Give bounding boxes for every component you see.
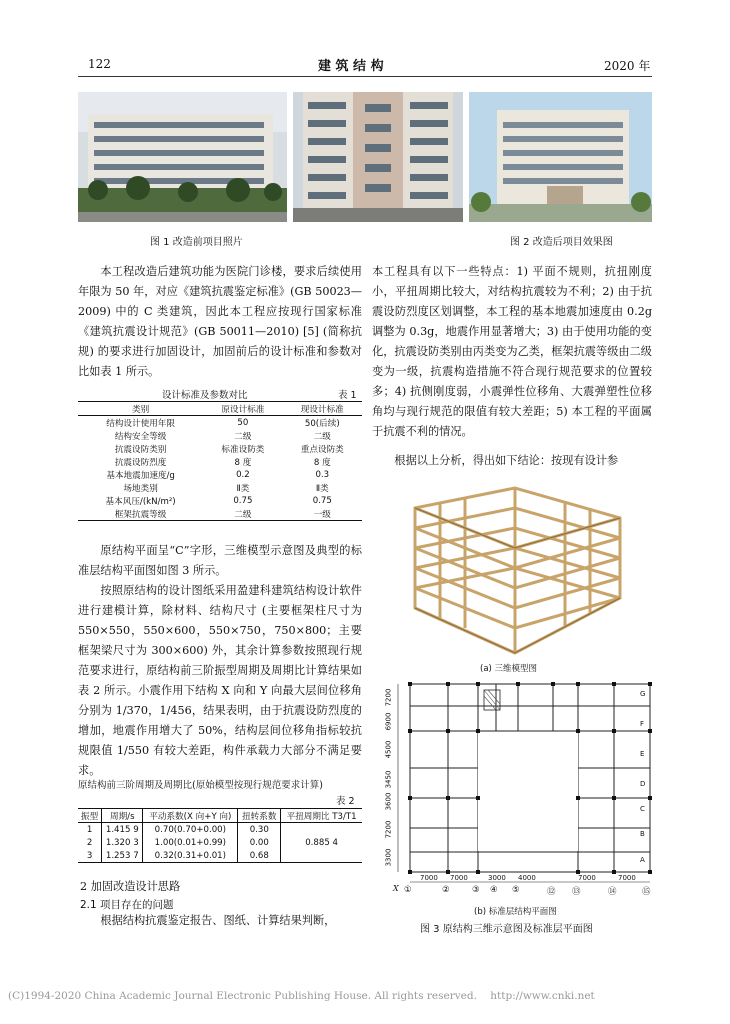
table-1-header: 现设计标准 bbox=[300, 404, 344, 415]
table-row: 抗震设防类别 标准设防类 重点设防类 bbox=[114, 444, 344, 455]
right-paragraph-1: 本工程具有以下一些特点：1) 平面不规则，抗扭刚度小，平扭周期比较大，对结构抗震较为不利；2) 由于抗震设防烈度区划调整，本工程的基本地震加速度由 0.2g 调整为 0.3g，地震作用显著增大；3) 由于使用功能的变化，抗震设防类别由丙类变为乙类，框架抗震等级由二级变为一级，抗震构造措施不符合现行规范要求的位置较多；4) 抗侧刚度弱，小震弹性位移角、大震弹塑性位移角均与现行规范的限值有较大差距；5) 本工程的平面属于抗震不利的情况。 bbox=[372, 265, 652, 438]
plan-y-dim: 3300 bbox=[384, 848, 393, 867]
plan-axis-label: ① bbox=[404, 885, 412, 895]
plan-y-dim: 4500 bbox=[384, 740, 393, 759]
plan-axis-label: ⑬ bbox=[572, 887, 581, 897]
photo-before-1 bbox=[78, 92, 287, 222]
left-paragraph-3: 按照原结构的设计图纸采用盈建科建筑结构设计软件进行建模计算，除材料、结构尺寸 (主要框架柱尺寸为 550×550，550×600，550×750，750×800；主要框架梁尺寸为 300×600) 外，其余计算参数按照现行规范要求进行，原结构前三阶振型周期及周期比计算结果如表 2 所示。小震作用下结构 X 向和 Y 向最大层间位移角分别为 1/370，1/456，结果表明，由于抗震设防烈度的增加，地震作用增大了 50%，结构层间位移角指标较抗规限值 1/550 有较大差距，构件承载力大部分不满足要求。 bbox=[78, 584, 362, 777]
table-row: 2 1.320 3 1.00(0.01+0.99) 0.00 bbox=[78, 836, 362, 849]
table-row: 1 1.415 9 0.70(0.70+0.00) 0.30 0.885 4 bbox=[78, 823, 362, 837]
photo-after-render bbox=[469, 92, 652, 222]
table-1-label: 表 1 bbox=[338, 390, 357, 401]
plan-axis-label: ⑫ bbox=[547, 887, 556, 897]
table-1-header: 类别 bbox=[132, 404, 150, 415]
plan-x-dim: 7000 bbox=[450, 874, 468, 882]
plan-x-dim: 4000 bbox=[518, 874, 536, 882]
figure-2-caption: 图 2 改造后项目效果图 bbox=[510, 237, 613, 248]
table-1-header: 原设计标准 bbox=[221, 404, 265, 415]
table-row: 3 1.253 7 0.32(0.31+0.01) 0.68 bbox=[78, 849, 362, 863]
plan-y-dim: 6900 bbox=[384, 712, 393, 731]
table-2-header: 扭转系数 bbox=[238, 809, 281, 823]
right-paragraph-2: 根据以上分析，得出如下结论：按现有设计参 bbox=[394, 454, 619, 467]
table-2-header: 平动系数(X 向+Y 向) bbox=[143, 809, 238, 823]
left-paragraph-1: 本工程改造后建筑功能为医院门诊楼，要求后续使用年限为 50 年，对应《建筑抗震鉴定标准》(GB 50023—2009) 中的 C 类建筑，因此本工程应按现行国家标准《建筑抗震设计规范》(GB 50011—2010) [5] (简称抗规) 的要求进行加固设计，加固前后的设计标准和参数对比如表 1 所示。 bbox=[78, 265, 362, 378]
plan-axis-label: ⑭ bbox=[608, 887, 617, 897]
copyright-footer: (C)1994-2020 China Academic Journal Electronic Publishing House. All rights reserved. http://www.cnki.net bbox=[8, 990, 595, 1002]
table-2-title: 原结构前三阶周期及周期比(原始模型按现行规范要求计算) bbox=[78, 780, 323, 791]
table-row: 结构设计使用年限 50 50(后续) bbox=[106, 417, 340, 429]
plan-y-dim: 3450 bbox=[384, 770, 393, 789]
plan-x-dim: 7000 bbox=[420, 874, 438, 882]
plan-row-label: B bbox=[640, 830, 645, 838]
table-2-header: 平扭周期比 T3/T1 bbox=[286, 811, 357, 822]
journal-title: 建 筑 结 构 bbox=[318, 59, 384, 74]
table-2-label: 表 2 bbox=[336, 796, 355, 807]
table-1 bbox=[78, 401, 362, 521]
journal-year: 2020 年 bbox=[604, 59, 651, 73]
section-2-1-heading: 2.1 项目存在的问题 bbox=[80, 899, 174, 911]
plan-y-dim: 7200 bbox=[384, 820, 393, 839]
plan-y-dimensions bbox=[380, 688, 396, 873]
plan-x-dim: 7000 bbox=[578, 874, 596, 882]
figure-1-caption: 图 1 改造前项目照片 bbox=[150, 237, 243, 248]
plan-axis-label: ⑮ bbox=[642, 887, 651, 897]
table-row: 基本地震加速度/g 0.2 0.3 bbox=[106, 469, 330, 481]
plan-axis-labels bbox=[404, 885, 654, 897]
table-row: 结构安全等级 二级 二级 bbox=[114, 431, 331, 442]
left-paragraph-2: 原结构平面呈“C”字形，三维模型示意图及典型的标准层结构平面图如图 3 所示。 bbox=[78, 544, 362, 577]
figure-3a-3d-model bbox=[395, 478, 640, 663]
plan-row-labels bbox=[640, 690, 656, 870]
table-2-header: 周期/s bbox=[102, 809, 143, 823]
plan-row-label: E bbox=[640, 750, 645, 758]
figure-3b-floor-plan bbox=[378, 676, 658, 908]
plan-row-label: D bbox=[640, 780, 646, 788]
photo-before-2 bbox=[293, 92, 463, 222]
plan-row-label: A bbox=[640, 856, 645, 864]
page-number: 122 bbox=[88, 57, 111, 71]
plan-row-label: G bbox=[640, 690, 646, 698]
plan-x-dim: 7000 bbox=[618, 874, 636, 882]
plan-x-dimensions bbox=[410, 874, 650, 884]
table-2 bbox=[78, 808, 362, 863]
plan-y-dim: 7200 bbox=[384, 688, 393, 707]
plan-x-axis-label: X bbox=[393, 884, 399, 893]
figure-3-caption: 图 3 原结构三维示意图及标准层平面图 bbox=[420, 924, 593, 935]
left-paragraph-4: 根据结构抗震鉴定报告、图纸、计算结果判断， bbox=[100, 914, 336, 927]
figure-3a-label: (a) 三维模型图 bbox=[480, 664, 538, 674]
table-row: 场地类别 Ⅱ类 Ⅱ类 bbox=[123, 483, 329, 494]
plan-row-label: C bbox=[640, 805, 645, 813]
plan-axis-label: ⑤ bbox=[512, 885, 520, 895]
figure-3b-label: (b) 标准层结构平面图 bbox=[474, 907, 557, 917]
section-2-heading: 2 加固改造设计思路 bbox=[80, 880, 181, 893]
table-row: 抗震设防烈度 8 度 8 度 bbox=[114, 457, 331, 468]
plan-axis-label: ③ bbox=[472, 885, 480, 895]
plan-axis-label: ② bbox=[442, 885, 450, 895]
plan-axis-label: ④ bbox=[490, 885, 498, 895]
period-ratio-cell: 0.885 4 bbox=[305, 837, 339, 848]
table-1-title: 设计标准及参数对比 bbox=[162, 390, 248, 401]
table-row: 框架抗震等级 二级 一级 bbox=[114, 509, 331, 520]
plan-row-label: F bbox=[640, 720, 645, 728]
table-row: 基本风压/(kN/m²) 0.75 0.75 bbox=[105, 495, 332, 507]
plan-y-dim: 3600 bbox=[384, 792, 393, 811]
header-rule bbox=[78, 76, 652, 77]
table-2-header: 振型 bbox=[78, 809, 102, 823]
plan-x-dim: 3000 bbox=[488, 874, 506, 882]
